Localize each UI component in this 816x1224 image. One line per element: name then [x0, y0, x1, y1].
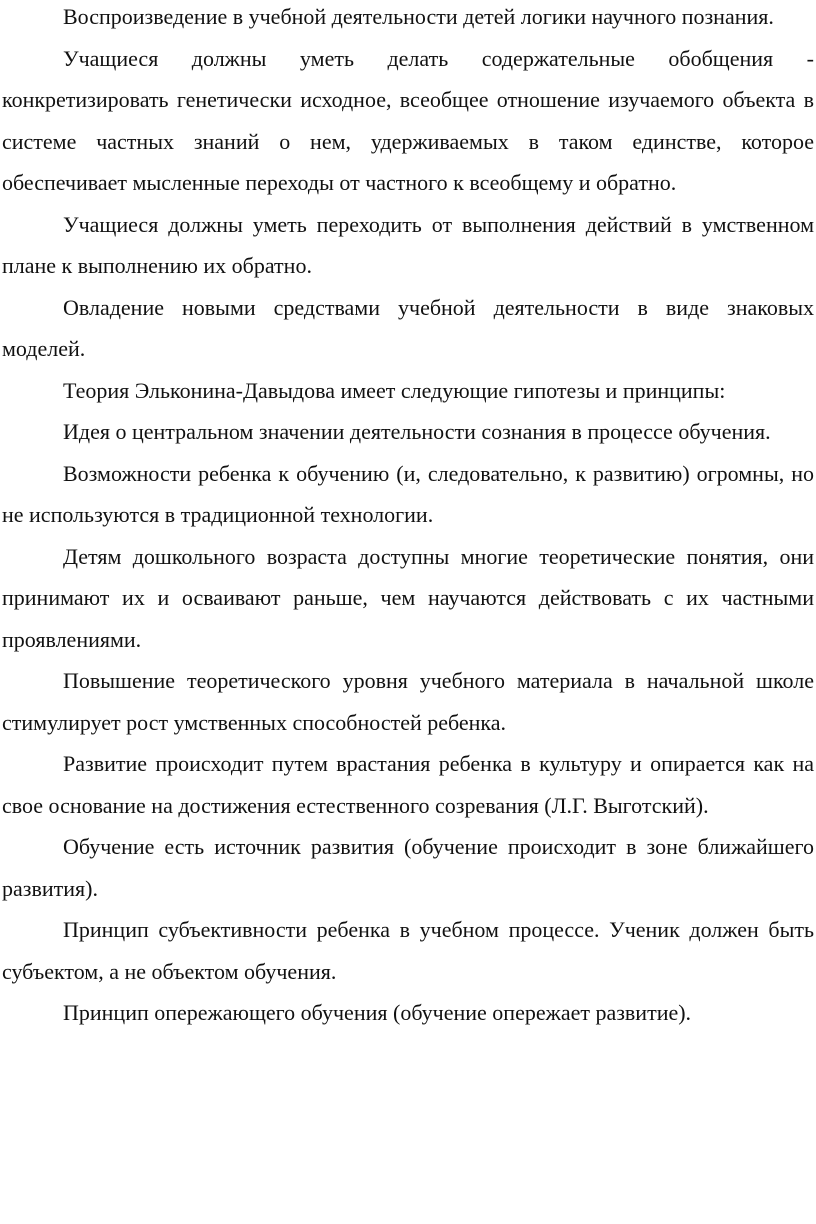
paragraph-sign-models: Овладение новыми средствами учебной деятельности в виде знаковых моделей. — [2, 294, 814, 361]
paragraph-learning-source: Обучение есть источник развития (обучение происходит в зоне ближайшего развития). — [2, 834, 814, 901]
paragraph-subjectivity-principle: Принцип субъективности ребенка в учебном процессе. Ученик должен быть субъектом, а не объектом обучения. — [2, 917, 814, 984]
paragraph-advanced-learning: Принцип опережающего обучения (обучение опережает развитие). — [63, 1000, 692, 1025]
paragraph-theoretical-level: Повышение теоретического уровня учебного материала в начальной школе стимулирует рост умственных способностей ребенка. — [2, 668, 814, 735]
document-body — [2, 0, 814, 1034]
paragraph-logic-of-knowledge: Воспроизведение в учебной деятельности детей логики научного познания. — [63, 4, 774, 29]
paragraph-activity-idea: Идея о центральном значении деятельности сознания в процессе обучения. — [63, 419, 771, 444]
paragraph-generalizations: Учащиеся должны уметь делать содержательные обобщения - конкретизировать генетически исходное, всеобщее отношение изучаемого объекта в системе частных знаний о нем, удерживаемых в таком единстве, которое обеспечивает мысленные переходы от частного к всеобщему и обратно. — [2, 45, 814, 195]
paragraph-mental-plan: Учащиеся должны уметь переходить от выполнения действий в умственном плане к выполнению их обратно. — [2, 211, 814, 278]
paragraph-theory-intro: Теория Эльконина-Давыдова имеет следующие гипотезы и принципы: — [63, 377, 726, 403]
paragraph-child-abilities: Возможности ребенка к обучению (и, следовательно, к развитию) огромны, но не используются в традиционной технологии. — [2, 460, 814, 527]
paragraph-development-culture: Развитие происходит путем врастания ребенка в культуру и опирается как на свое основание на достижения естественного созревания (Л.Г. Выготский). — [2, 751, 814, 818]
paragraph-preschool-concepts: Детям дошкольного возраста доступны многие теоретические понятия, они принимают их и осваивают раньше, чем научаются действовать с их частными проявлениями. — [2, 543, 814, 652]
